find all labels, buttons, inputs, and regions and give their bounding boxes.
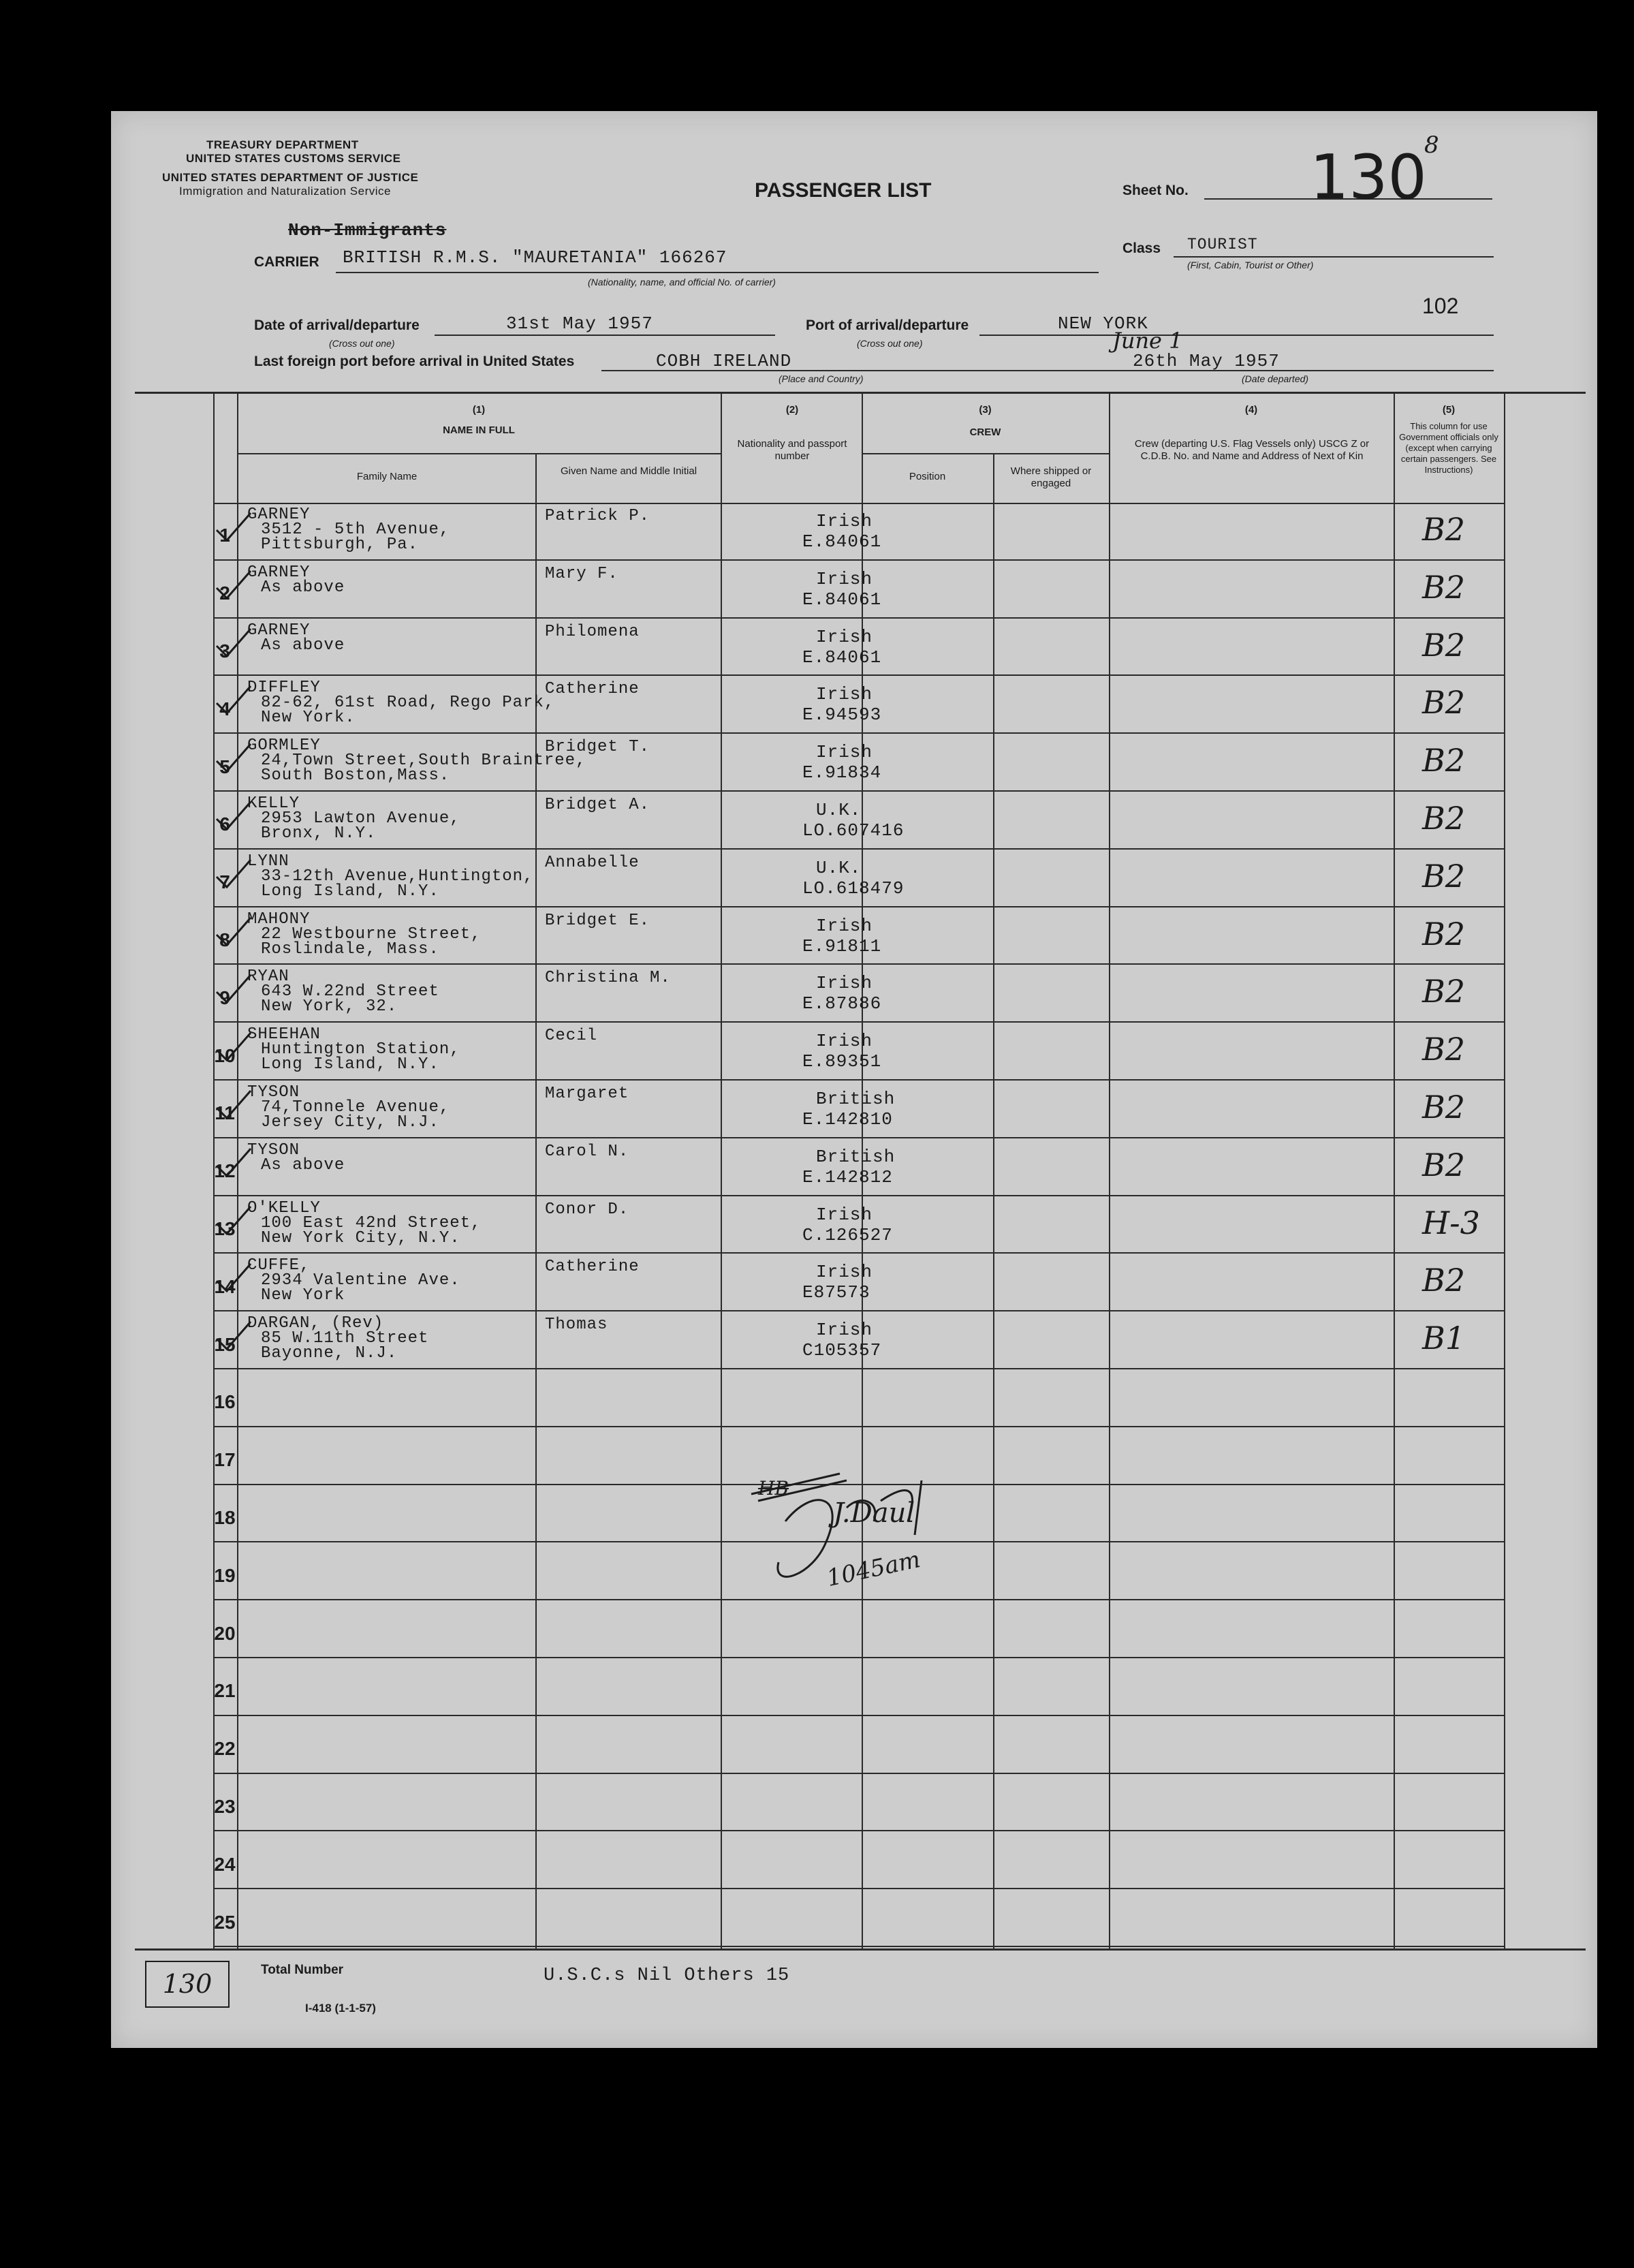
table-row (213, 734, 1504, 792)
visa-class-code: B2 (1422, 511, 1466, 548)
col4-title: Crew (departing U.S. Flag Vessels only) USCG Z or C.D.B. No. and Name and Address of Next of Kin (1134, 438, 1370, 462)
passenger-family-name: GARNEY (247, 621, 311, 640)
row-number: 13 (214, 1217, 236, 1239)
departed-value: 26th May 1957 (1133, 351, 1280, 371)
col1-title: NAME IN FULL (443, 424, 515, 436)
row-number: 16 (214, 1391, 236, 1413)
passenger-nationality: Irish (816, 1320, 873, 1341)
passenger-passport-number: E.91834 (802, 762, 882, 783)
visa-class-code: B2 (1422, 1089, 1466, 1125)
check-mark-icon (213, 798, 254, 833)
passenger-address-line1: 85 W.11th Street (261, 1329, 429, 1348)
passenger-nationality: U.K. (816, 800, 862, 820)
row-number: 6 (219, 813, 230, 835)
check-mark-icon (213, 683, 254, 717)
check-mark-icon (213, 972, 254, 1006)
table-row (213, 1831, 1504, 1889)
row-number: 8 (219, 929, 230, 950)
passenger-passport-number: E.87886 (802, 993, 882, 1014)
col3-number: (3) (979, 404, 992, 416)
passenger-family-name: RYAN (247, 967, 289, 987)
passenger-address-line2: Pittsburgh, Pa. (261, 535, 419, 554)
passenger-address-line2: Long Island, N.Y. (261, 882, 439, 901)
passenger-address-line2: Bronx, N.Y. (261, 824, 377, 843)
visa-class-code: B2 (1422, 1262, 1466, 1299)
sheet-number: 130 (1310, 142, 1427, 213)
row-number: 3 (219, 640, 230, 662)
row-number: 19 (214, 1564, 236, 1586)
table-row (213, 850, 1504, 907)
departed-handwritten: June 1 (1112, 328, 1183, 354)
passenger-nationality: Irish (816, 1031, 873, 1052)
col-family-name: Family Name (356, 471, 418, 482)
class-value: TOURIST (1187, 236, 1258, 253)
table-row (213, 676, 1504, 734)
passenger-family-name: TYSON (247, 1140, 300, 1160)
passenger-family-name: SHEEHAN (247, 1025, 321, 1044)
row-number: 4 (219, 698, 230, 719)
passenger-passport-number: E.84061 (802, 647, 882, 668)
passenger-nationality: Irish (816, 1204, 873, 1225)
row-number: 7 (219, 871, 230, 893)
table-row (213, 1369, 1504, 1427)
passenger-address-line1: Huntington Station, (261, 1040, 460, 1059)
table-row (213, 1658, 1504, 1716)
passenger-passport-number: C105357 (802, 1340, 882, 1361)
passenger-address-line1: As above (261, 1155, 345, 1175)
passenger-family-name: GORMLEY (247, 736, 321, 756)
row-number: 9 (219, 987, 230, 1008)
passenger-passport-number: LO.607416 (802, 820, 905, 841)
carrier-note: (Nationality, name, and official No. of carrier) (588, 277, 776, 288)
table-row (213, 619, 1504, 677)
passenger-address-line2: New York (261, 1286, 345, 1305)
visa-class-code: B2 (1422, 684, 1466, 721)
passenger-family-name: KELLY (247, 794, 300, 813)
check-mark-icon (213, 856, 254, 890)
passenger-given-name: Cecil (545, 1027, 598, 1046)
passenger-passport-number: E.84061 (802, 589, 882, 610)
check-mark-icon (213, 914, 254, 948)
page-number: 102 (1422, 294, 1459, 318)
passenger-address-line1: As above (261, 578, 345, 597)
row-number: 2 (219, 582, 230, 604)
row-number: 18 (214, 1506, 236, 1528)
visa-class-code: B1 (1422, 1320, 1466, 1357)
table-row (213, 792, 1504, 850)
visa-class-code: B2 (1422, 1031, 1466, 1068)
row-number: 14 (214, 1275, 236, 1297)
row-number: 22 (214, 1738, 236, 1760)
visa-class-code: B2 (1422, 800, 1466, 837)
passenger-given-name: Bridget E. (545, 911, 650, 930)
passenger-passport-number: E.142812 (802, 1166, 893, 1187)
passenger-passport-number: E87573 (802, 1282, 870, 1303)
table-row (213, 561, 1504, 619)
page-title: PASSENGER LIST (755, 179, 932, 202)
place-note: (Place and Country) (779, 373, 864, 384)
date-departed-note: (Date departed) (1242, 373, 1309, 384)
passenger-address-line1: 74,Tonnele Avenue, (261, 1098, 450, 1117)
passenger-nationality: U.K. (816, 857, 862, 878)
passenger-nationality: British (816, 1089, 896, 1109)
table-row (213, 907, 1504, 965)
visa-class-code: H-3 (1422, 1204, 1480, 1241)
passenger-nationality: British (816, 1146, 896, 1167)
class-note: (First, Cabin, Tourist or Other) (1187, 260, 1314, 270)
passenger-nationality: Irish (816, 915, 873, 936)
row-number: 1 (219, 525, 230, 546)
passenger-passport-number: E.89351 (802, 1051, 882, 1072)
row-number: 12 (214, 1160, 236, 1182)
passenger-address-line1: 643 W.22nd Street (261, 982, 439, 1001)
passenger-address-line1: 33-12th Avenue,Huntington, (261, 867, 534, 886)
table-row (213, 1311, 1504, 1369)
class-label: Class (1122, 240, 1161, 256)
date-label: Date of arrival/departure (254, 317, 420, 333)
sheet-label: Sheet No. (1122, 183, 1189, 198)
visa-class-code: B2 (1422, 742, 1466, 779)
passenger-list-page (111, 111, 1597, 2048)
passenger-family-name: CUFFE, (247, 1256, 311, 1275)
table-row (213, 1081, 1504, 1138)
visa-class-code: B2 (1422, 568, 1466, 606)
col1-number: (1) (472, 404, 486, 416)
table-row (213, 1716, 1504, 1774)
row-number: 20 (214, 1622, 236, 1644)
passenger-family-name: DIFFLEY (247, 679, 321, 698)
passenger-nationality: Irish (816, 511, 873, 531)
dept-justice: UNITED STATES DEPARTMENT OF JUSTICE (162, 171, 419, 184)
check-mark-icon (213, 1260, 254, 1294)
col4-number: (4) (1244, 404, 1258, 416)
passenger-given-name: Bridget A. (545, 796, 650, 814)
passenger-family-name: O'KELLY (247, 1198, 321, 1217)
passenger-given-name: Carol N. (545, 1142, 629, 1161)
table-row (213, 1774, 1504, 1832)
passenger-address-line1: 22 Westbourne Street, (261, 925, 482, 944)
passenger-given-name: Bridget T. (545, 738, 650, 757)
passenger-family-name: GARNEY (247, 563, 311, 582)
passenger-address-line2: Bayonne, N.J. (261, 1344, 398, 1363)
passenger-address-line1: 2934 Valentine Ave. (261, 1271, 460, 1290)
passenger-given-name: Catherine (545, 680, 640, 699)
dept-ins: Immigration and Naturalization Service (179, 185, 391, 198)
passenger-address-line1: 82-62, 61st Road, Rego Park, (261, 694, 555, 713)
check-mark-icon (213, 1029, 254, 1063)
passenger-nationality: Irish (816, 742, 873, 763)
passenger-address-line2: Jersey City, N.J. (261, 1113, 439, 1132)
col-position: Position (909, 471, 946, 482)
visa-class-code: B2 (1422, 915, 1466, 952)
passenger-given-name: Philomena (545, 622, 640, 641)
last-port-label: Last foreign port before arrival in United States (254, 354, 575, 369)
passenger-family-name: LYNN (247, 852, 289, 871)
port-value: NEW YORK (1058, 313, 1148, 334)
date-value: 31st May 1957 (506, 313, 653, 334)
table-row (213, 965, 1504, 1023)
table-row (213, 1254, 1504, 1311)
sheet-number-box-value: 130 (162, 1969, 213, 1999)
visa-class-code: B2 (1422, 857, 1466, 895)
passenger-passport-number: LO.618479 (802, 877, 905, 899)
check-mark-icon (213, 1203, 254, 1237)
passenger-address-line2: New York. (261, 709, 356, 728)
signature-time: 1045am (824, 1545, 923, 1593)
visa-class-code: B2 (1422, 1146, 1466, 1183)
dept-customs: UNITED STATES CUSTOMS SERVICE (186, 152, 401, 165)
row-number: 25 (214, 1911, 236, 1933)
passenger-given-name: Margaret (545, 1085, 629, 1103)
passenger-passport-number: C.126527 (802, 1224, 893, 1245)
passenger-family-name: TYSON (247, 1083, 300, 1102)
totals-value: U.S.C.s Nil Others 15 (544, 1966, 790, 1986)
table-row (213, 1889, 1504, 1947)
table-row (213, 503, 1504, 561)
passenger-passport-number: E.142810 (802, 1109, 893, 1130)
row-number: 23 (214, 1795, 236, 1817)
check-mark-icon (213, 625, 254, 659)
carrier-label: CARRIER (254, 254, 319, 270)
passenger-nationality: Irish (816, 568, 873, 589)
col-given-name: Given Name and Middle Initial (560, 465, 697, 477)
visa-class-code: B2 (1422, 626, 1466, 664)
total-number-label: Total Number (261, 1963, 344, 1977)
signature-initials: HB (758, 1477, 789, 1500)
port-label: Port of arrival/departure (806, 317, 969, 333)
passenger-given-name: Annabelle (545, 853, 640, 872)
check-mark-icon (213, 1318, 254, 1352)
dept-treasury: TREASURY DEPARTMENT (206, 138, 359, 151)
passenger-address-line2: New York City, N.Y. (261, 1228, 460, 1247)
check-mark-icon (213, 568, 254, 602)
sheet-number-box (145, 1961, 230, 2008)
row-number: 17 (214, 1449, 236, 1471)
passenger-address-line2: Roslindale, Mass. (261, 939, 439, 959)
passenger-address-line1: 100 East 42nd Street, (261, 1213, 482, 1232)
date-cross-note: (Cross out one) (329, 338, 395, 349)
passenger-address-line2: South Boston,Mass. (261, 766, 450, 786)
passenger-passport-number: E.84061 (802, 531, 882, 552)
last-port-value: COBH IRELAND (656, 351, 792, 371)
passenger-given-name: Catherine (545, 1258, 640, 1277)
check-mark-icon (213, 741, 254, 775)
passenger-family-name: MAHONY (247, 910, 311, 929)
passenger-address-line1: 3512 - 5th Avenue, (261, 521, 450, 539)
row-number: 5 (219, 756, 230, 777)
col5-title: This column for use Government officials only (except when carrying certain passengers. See Instructions) (1399, 421, 1498, 475)
row-number: 11 (215, 1102, 235, 1124)
col2-number: (2) (785, 404, 799, 416)
passenger-address-line2: New York, 32. (261, 997, 398, 1016)
row-number: 15 (214, 1333, 236, 1355)
row-number: 24 (214, 1853, 236, 1875)
category: Non-Immigrants (288, 220, 447, 240)
sheet-superscript: 8 (1424, 131, 1439, 159)
passenger-nationality: Irish (816, 1262, 873, 1283)
row-number: 21 (214, 1680, 236, 1702)
port-cross-note: (Cross out one) (857, 338, 923, 349)
passenger-address-line1: 24,Town Street,South Braintree, (261, 751, 586, 771)
table-row (213, 1138, 1504, 1196)
passenger-given-name: Patrick P. (545, 507, 650, 525)
passenger-family-name: GARNEY (247, 506, 311, 524)
passenger-address-line1: As above (261, 636, 345, 655)
carrier-value: BRITISH R.M.S. "MAURETANIA" 166267 (343, 247, 727, 268)
passenger-nationality: Irish (816, 973, 873, 994)
check-mark-icon (213, 510, 254, 544)
row-number: 10 (214, 1044, 236, 1066)
table-row (213, 1196, 1504, 1254)
passenger-nationality: Irish (816, 684, 873, 705)
col2-title: Nationality and passport number (737, 438, 847, 462)
col3-title: CREW (969, 426, 1001, 438)
table-row (213, 1023, 1504, 1081)
visa-class-code: B2 (1422, 973, 1466, 1010)
passenger-given-name: Christina M. (545, 969, 671, 988)
passenger-passport-number: E.91811 (802, 935, 882, 957)
check-mark-icon (213, 1145, 254, 1179)
passenger-given-name: Thomas (545, 1316, 608, 1335)
passenger-passport-number: E.94593 (802, 704, 882, 726)
passenger-family-name: DARGAN, (Rev) (247, 1314, 384, 1333)
check-mark-icon (213, 1087, 254, 1121)
form-number: I-418 (1-1-57) (305, 2002, 376, 2015)
passenger-given-name: Conor D. (545, 1200, 629, 1219)
col5-number: (5) (1442, 404, 1456, 416)
passenger-nationality: Irish (816, 626, 873, 647)
passenger-address-line2: Long Island, N.Y. (261, 1055, 439, 1074)
passenger-address-line1: 2953 Lawton Avenue, (261, 809, 460, 828)
signature-name: J.Daul (833, 1497, 915, 1529)
col-where-shipped: Where shipped or engaged (1010, 465, 1092, 489)
passenger-given-name: Mary F. (545, 564, 618, 583)
